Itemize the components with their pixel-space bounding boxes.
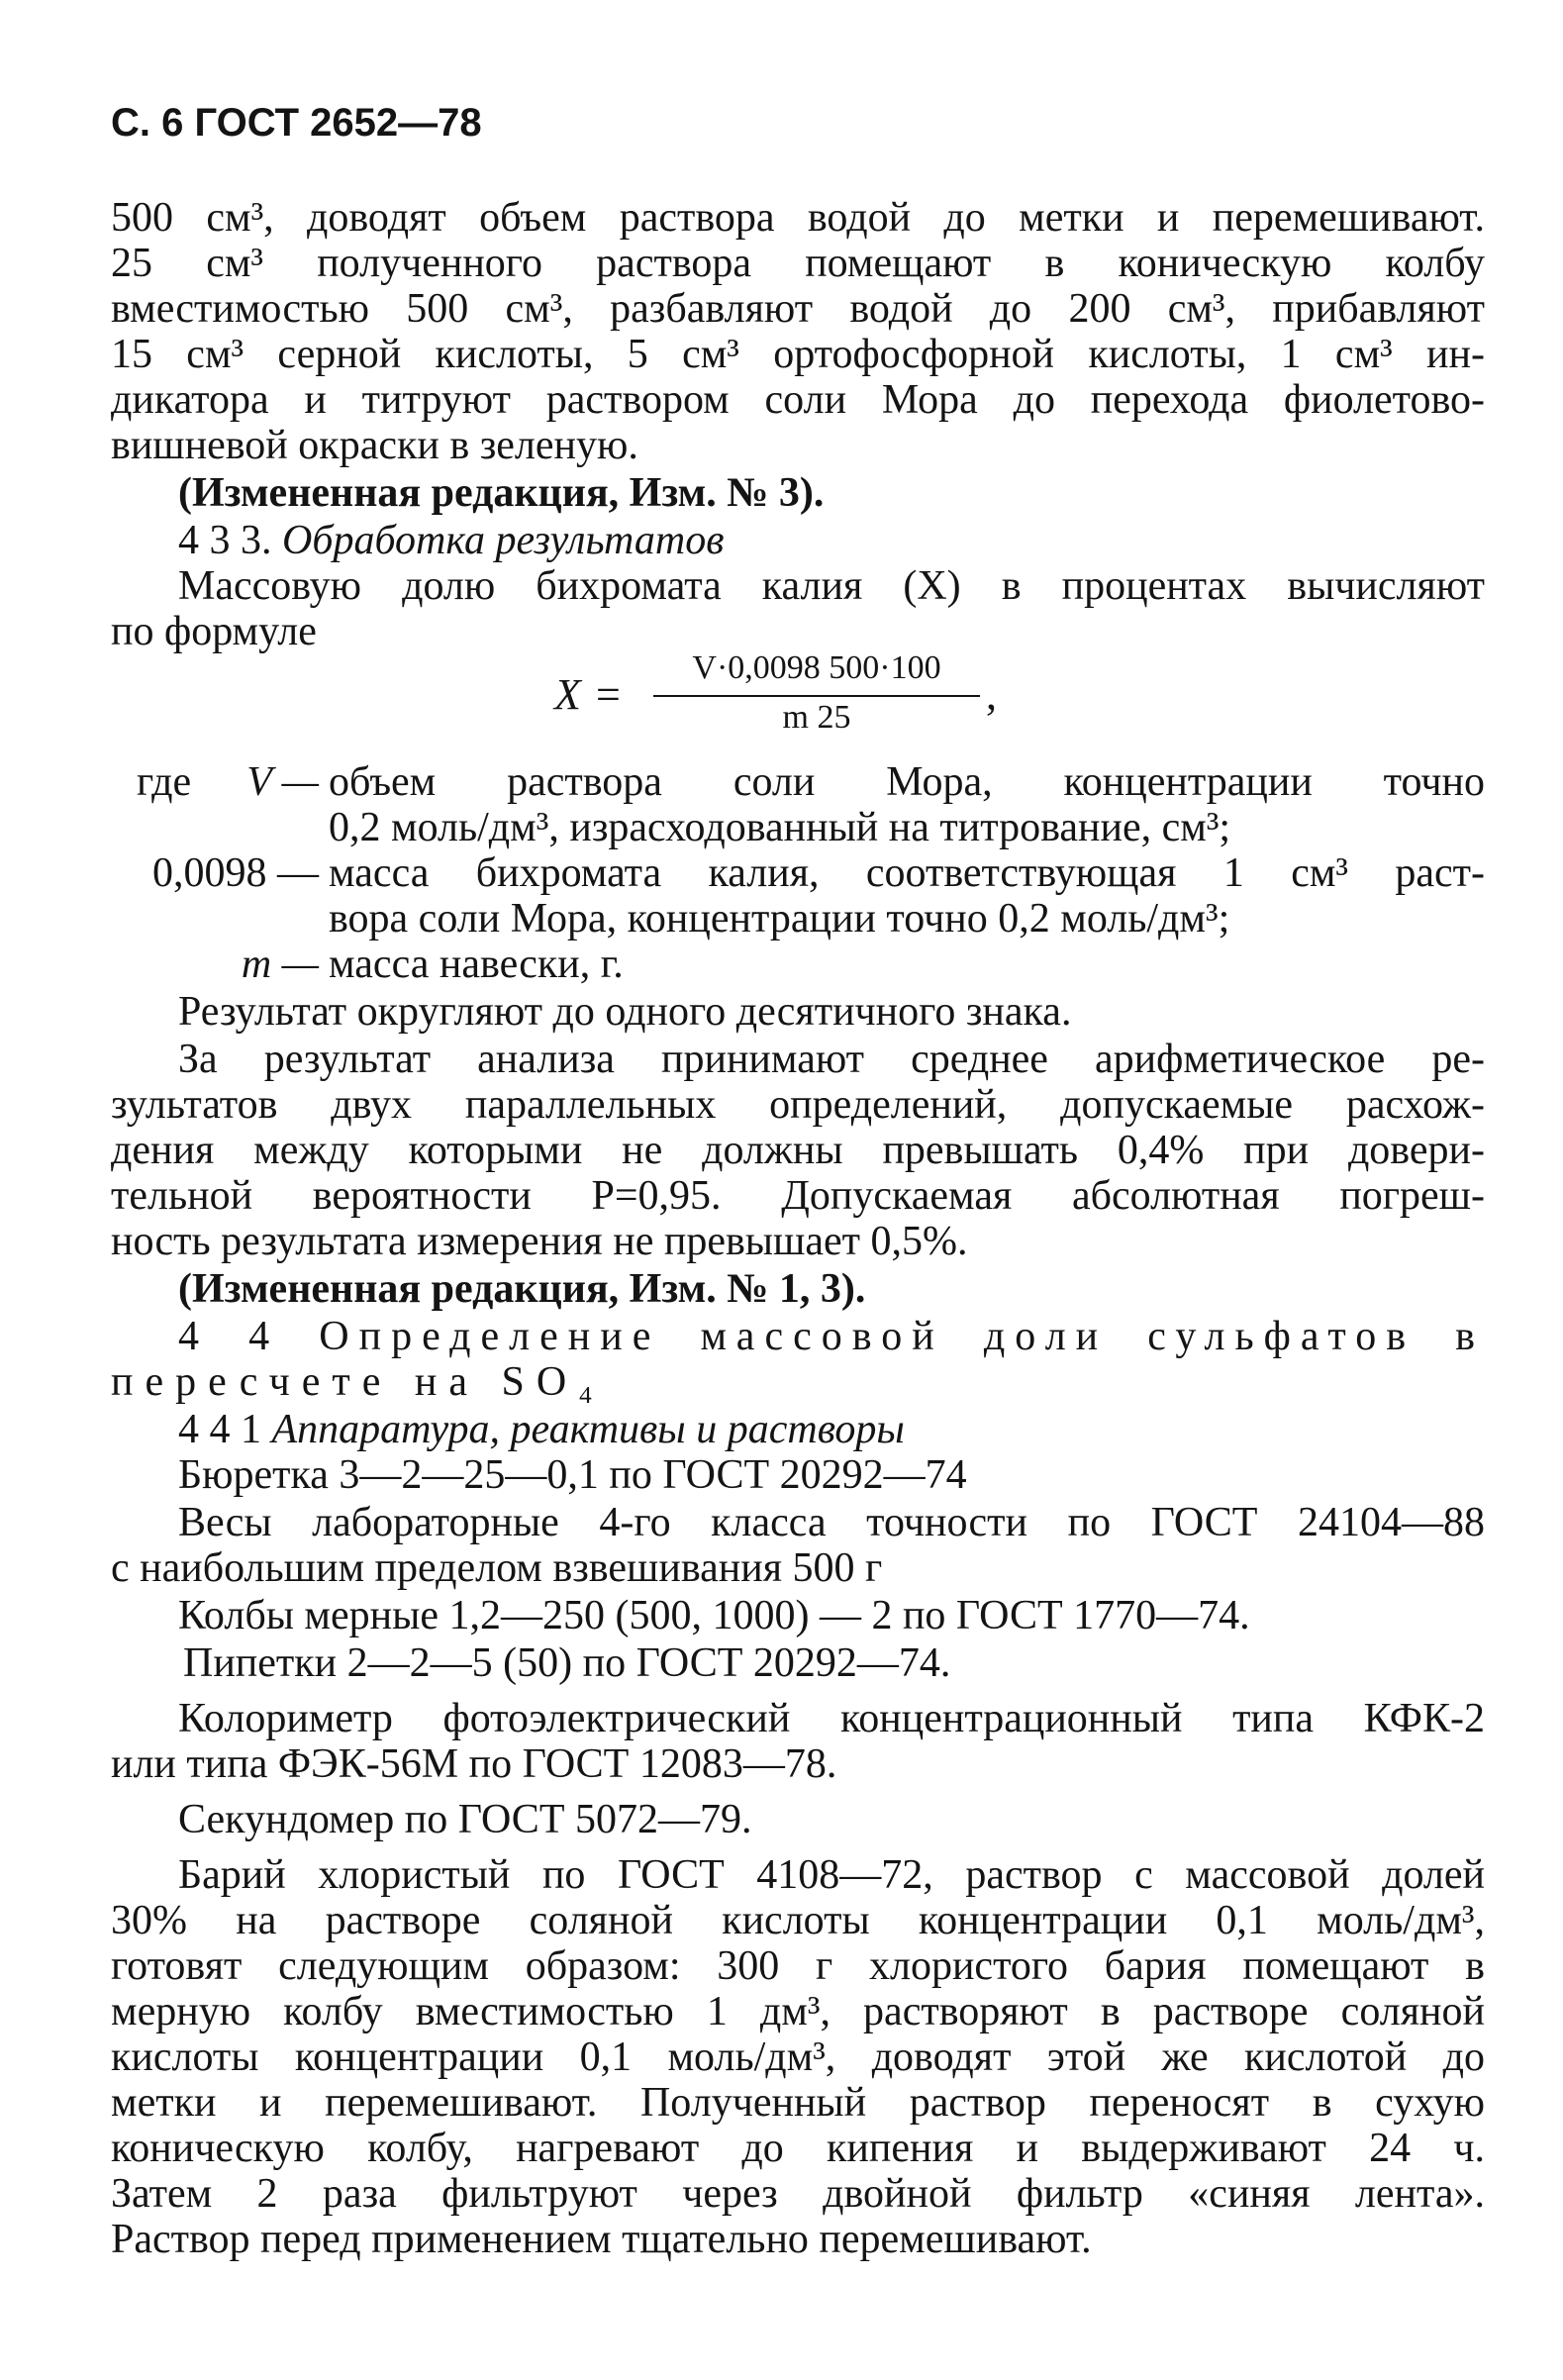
text-line: дикатора и титруют раствором соли Мора до перехода фиолетово-: [111, 377, 1485, 423]
section-heading-4-4-1: [178, 1406, 905, 1453]
formula: [554, 644, 1010, 752]
definition-term: V —: [246, 759, 319, 805]
fraction-bar: [653, 695, 980, 697]
text-line: готовят следующим образом: 300 г хлористого бария помещают в: [111, 1943, 1485, 1989]
list-item: Колориметр фотоэлектрический концентрационный типа КФК-2: [178, 1696, 1485, 1741]
formula-denominator: m 25: [782, 699, 851, 736]
text-line: кислоты концентрации 0,1 моль/дм³, доводят этой же кислотой до: [111, 2034, 1485, 2080]
section-heading-4-4: 4 4 Определение массовой доли сульфатов в: [178, 1314, 1485, 1359]
text-line: по формуле: [111, 609, 317, 654]
list-item: Секундомер по ГОСТ 5072—79.: [178, 1797, 752, 1842]
definition-text: масса навески, г.: [329, 942, 624, 987]
text-line: ность результата измерения не превышает 0,5%.: [111, 1219, 968, 1264]
list-item: с наибольшим пределом взвешивания 500 г: [111, 1545, 883, 1591]
text-line: 500 см³, доводят объем раствора водой до метки и перемешивают.: [111, 195, 1485, 241]
text-line: 30% на растворе соляной кислоты концентрации 0,1 моль/дм³,: [111, 1898, 1485, 1943]
section-number: 4 3 3.: [178, 518, 272, 563]
definition-text: масса бихромата калия, соответствующая 1 см³ раст-: [329, 850, 1485, 896]
list-item: Бюретка 3—2—25—0,1 по ГОСТ 20292—74: [178, 1452, 967, 1498]
list-item: Колбы мерные 1,2—250 (500, 1000) — 2 по ГОСТ 1770—74.: [178, 1593, 1250, 1638]
section-title: Обработка результатов: [282, 518, 725, 563]
text-line: зультатов двух параллельных определений, допускаемые расхож-: [111, 1082, 1485, 1128]
list-item: Весы лабораторные 4-го класса точности по ГОСТ 24104—88: [178, 1500, 1485, 1545]
text-line: Барий хлористый по ГОСТ 4108—72, раствор с массовой долей: [178, 1852, 1485, 1898]
text-line: дения между которыми не должны превышать 0,4% при довери-: [111, 1128, 1485, 1173]
text-line: За результат анализа принимают среднее арифметическое ре-: [178, 1037, 1485, 1082]
section-heading-4-4-cont: пересчете на SO₄: [111, 1359, 605, 1405]
text-line: вместимостью 500 см³, разбавляют водой до 200 см³, прибавляют: [111, 286, 1485, 332]
text-line: 25 см³ полученного раствора помещают в коническую колбу: [111, 241, 1485, 286]
where-word: где: [137, 759, 192, 805]
text-line: Результат округляют до одного десятичного знака.: [178, 989, 1072, 1035]
definition-term: 0,0098 —: [152, 850, 319, 896]
change-note: (Измененная редакция, Изм. № 1, 3).: [178, 1266, 866, 1312]
formula-equals: =: [596, 670, 621, 719]
text-line: мерную колбу вместимостью 1 дм³, растворяют в растворе соляной: [111, 1989, 1485, 2034]
definition-text: 0,2 моль/дм³, израсходованный на титрование, см³;: [329, 805, 1231, 850]
running-header: С. 6 ГОСТ 2652—78: [111, 101, 482, 145]
formula-comma: ,: [986, 670, 997, 719]
formula-lhs: X: [554, 670, 581, 719]
text-line: тельной вероятности P=0,95. Допускаемая абсолютная погреш-: [111, 1173, 1485, 1219]
text-line: вишневой окраски в зеленую.: [111, 423, 638, 468]
list-item: или типа ФЭК-56М по ГОСТ 12083—78.: [111, 1741, 837, 1787]
section-heading-4-3-3: [178, 517, 724, 564]
formula-numerator: V·0,0098 500·100: [692, 649, 941, 686]
section-number: 4 4 1: [178, 1407, 261, 1452]
list-item: Пипетки 2—2—5 (50) по ГОСТ 20292—74.: [183, 1640, 951, 1686]
definition-term: m —: [241, 942, 319, 987]
text-line: Затем 2 раза фильтруют через двойной фильтр «синяя лента».: [111, 2171, 1485, 2217]
text-line: коническую колбу, нагревают до кипения и выдерживают 24 ч.: [111, 2126, 1485, 2171]
definition-text: объем раствора соли Мора, концентрации точно: [329, 759, 1485, 805]
text-line: Раствор перед применением тщательно перемешивают.: [111, 2217, 1092, 2262]
definition-text: вора соли Мора, концентрации точно 0,2 моль/дм³;: [329, 896, 1230, 942]
change-note: (Измененная редакция, Изм. № 3).: [178, 470, 825, 516]
section-title: Аппаратура, реактивы и растворы: [271, 1407, 905, 1452]
text-line: 15 см³ серной кислоты, 5 см³ ортофосфорной кислоты, 1 см³ ин-: [111, 332, 1485, 377]
text-line: метки и перемешивают. Полученный раствор переносят в сухую: [111, 2080, 1485, 2126]
text-line: Массовую долю бихромата калия (X) в процентах вычисляют: [178, 563, 1485, 609]
